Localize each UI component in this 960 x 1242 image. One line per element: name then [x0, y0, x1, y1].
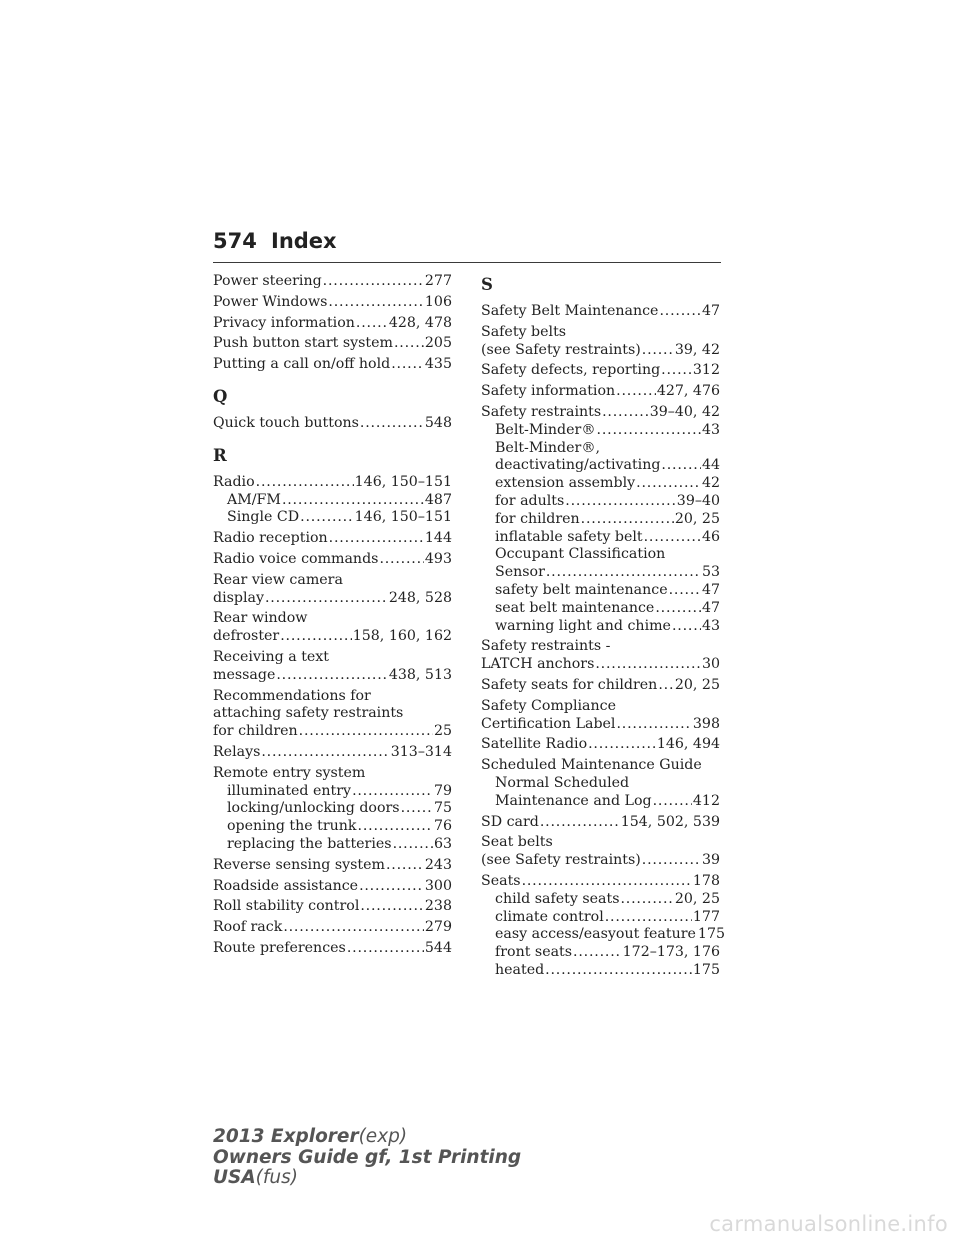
watermark: carmanualsonline.info [709, 1212, 948, 1236]
index-entry: Safety belts (see Safety restraints) ..... 39, 42 [481, 324, 720, 360]
index-entry: Roll stability control ..... 238 [213, 898, 452, 916]
index-entry: Scheduled Maintenance Guide Normal Scheduled Maintenance and Log ..... 412 [481, 757, 720, 810]
index-column-left [213, 270, 452, 960]
index-entry: Safety Belt Maintenance ..... 47 [481, 303, 720, 321]
index-entry: Route preferences ..... 544 [213, 940, 452, 958]
index-column-right [481, 270, 726, 982]
index-entry: Seat belts (see Safety restraints) ..... 39 [481, 834, 720, 870]
index-entry: Safety information ..... 427, 476 [481, 383, 720, 401]
index-entry: Roof rack ..... 279 [213, 919, 452, 937]
index-entry: Rear view camera display ..... 248, 528 [213, 572, 452, 608]
index-entry: Quick touch buttons ..... 548 [213, 415, 452, 433]
document-footer: 2013 Explorer(exp) Owners Guide gf, 1st Printing USA(fus) [213, 1126, 522, 1188]
section-letter-s: S [481, 275, 493, 294]
section-letter-q: Q [213, 386, 228, 406]
index-entry: Relays ..... 313–314 [213, 744, 452, 762]
page-title: Index [271, 229, 337, 253]
index-entry: Safety restraints - LATCH anchors ..... 30 [481, 638, 720, 674]
index-entry: SD card ..... 154, 502, 539 [481, 814, 720, 832]
index-entry: Safety restraints ..... 39–40, 42 Belt-Minder® ..... 43 Belt-Minder®, deactivating/activating ..... 44 extension assembly ..... 42 for adults ..... 39–40 for children ..... 20, 25 inflatable safety belt ..... 46 Occupant Classification Sensor ..... 53 safety belt maintenance ..... 47 seat belt maintenance ..... 47 warning light and chime ..... 43 [481, 404, 720, 635]
page-number: 574 [213, 229, 257, 253]
index-entry: Safety defects, reporting ..... 312 [481, 362, 720, 380]
index-entry: Rear window defroster ..... 158, 160, 162 [213, 610, 452, 646]
section-letter-r: R [213, 445, 227, 465]
index-entry: Remote entry system illuminated entry ..... 79 locking/unlocking doors ..... 75 opening the trunk ..... 76 replacing the batteries ..... 63 [213, 765, 452, 854]
index-entry: Privacy information ..... 428, 478 [213, 315, 452, 333]
index-entry: Roadside assistance ..... 300 [213, 878, 452, 896]
index-entry: Reverse sensing system ..... 243 [213, 857, 452, 875]
index-entry: Putting a call on/off hold ..... 435 [213, 356, 452, 374]
index-entry: Recommendations for attaching safety restraints for children ..... 25 [213, 688, 452, 741]
index-entry: Safety seats for children ..... 20, 25 [481, 677, 720, 695]
index-entry: Radio ..... 146, 150–151 AM/FM ..... 487 Single CD ..... 146, 150–151 [213, 474, 452, 527]
index-entry: Safety Compliance Certification Label ..... 398 [481, 698, 720, 734]
index-entry: Power steering ..... 277 [213, 273, 452, 291]
index-entry: Seats ..... 178 child safety seats ..... 20, 25 climate control ..... 177 easy access/easyout feature 175 front seats ..... 172–173, 176 heated ..... 175 [481, 873, 720, 980]
index-entry: Satellite Radio ..... 146, 494 [481, 736, 720, 754]
index-entry: Radio reception ..... 144 [213, 530, 452, 548]
index-entry: Push button start system ..... 205 [213, 335, 452, 353]
index-entry: Power Windows ..... 106 [213, 294, 452, 312]
index-entry: Radio voice commands ..... 493 [213, 551, 452, 569]
page-header [213, 226, 721, 263]
index-entry: Receiving a text message ..... 438, 513 [213, 649, 452, 685]
